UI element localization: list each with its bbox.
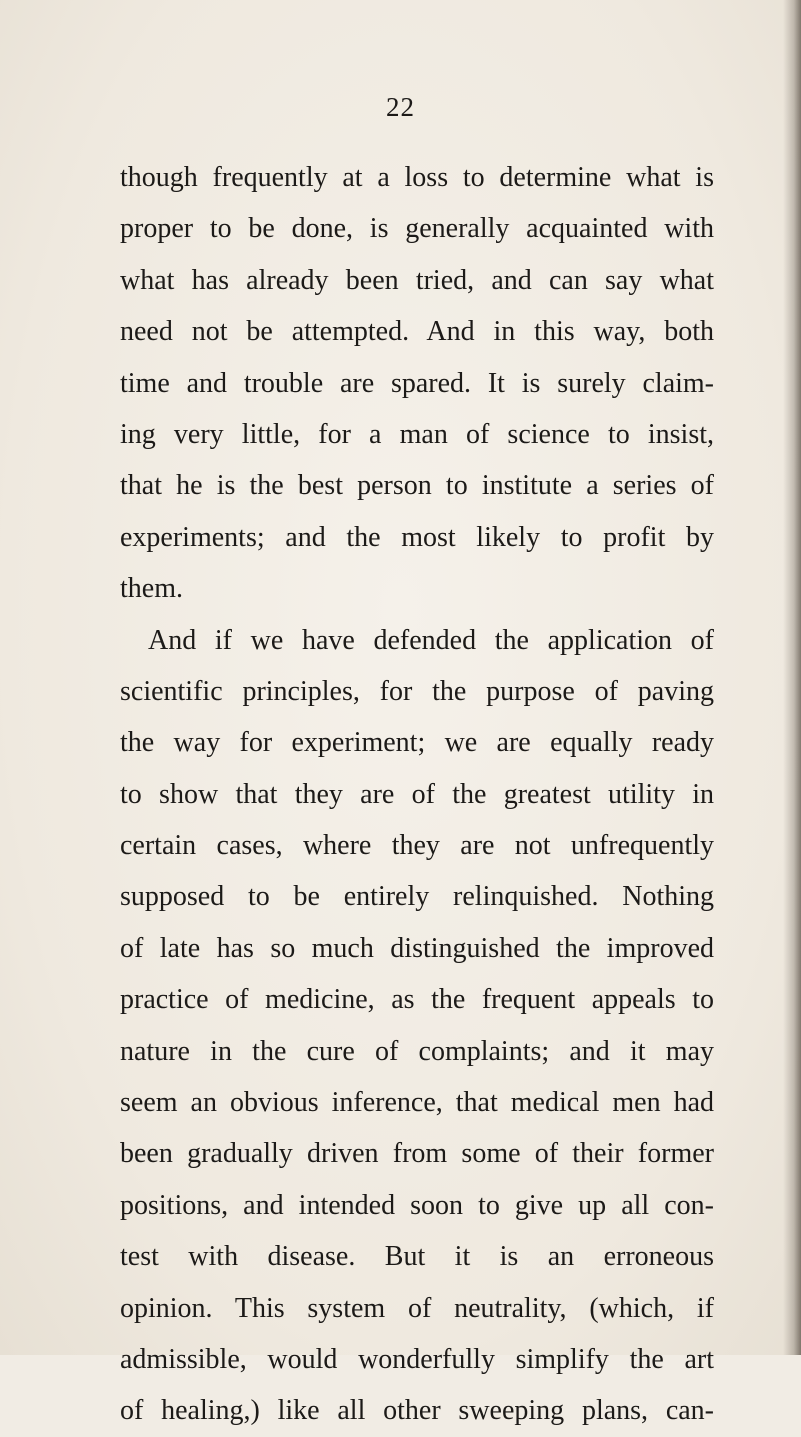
text-line: of healing,) like all other sweeping plans, can- xyxy=(120,1395,714,1427)
text-line: ing very little, for a man of science to insist, xyxy=(120,418,714,450)
text-line: opinion. This system of neutrality, (which, if xyxy=(120,1292,714,1324)
text-line: though frequently at a loss to determine what is xyxy=(120,162,714,193)
text-line: certain cases, where they are not unfrequently xyxy=(120,830,714,862)
text-line: to show that they are of the greatest utility in xyxy=(120,778,714,810)
text-line: that he is the best person to institute a series of xyxy=(120,470,714,502)
text-line: admissible, would wonderfully simplify the art xyxy=(120,1343,714,1375)
text-line: practice of medicine, as the frequent appeals to xyxy=(120,984,714,1016)
text-line: supposed to be entirely relinquished. Nothing xyxy=(120,881,714,913)
text-line: been gradually driven from some of their former xyxy=(120,1138,714,1170)
text-line: seem an obvious inference, that medical men had xyxy=(120,1087,714,1119)
page-number: 22 xyxy=(386,92,415,122)
text-line: nature in the cure of complaints; and it may xyxy=(120,1035,714,1067)
text-line: the way for experiment; we are equally ready xyxy=(120,727,714,759)
page-edge-shadow xyxy=(783,0,801,1355)
text-line: need not be attempted. And in this way, both xyxy=(120,316,714,348)
text-line: scientific principles, for the purpose of paving xyxy=(120,675,714,707)
text-line: experiments; and the most likely to profit by xyxy=(120,521,714,553)
text-line: positions, and intended soon to give up all con- xyxy=(120,1189,714,1221)
paragraph-end-line: them. xyxy=(120,573,183,605)
text-line: what has already been tried, and can say what xyxy=(120,264,714,296)
body-text xyxy=(120,152,714,1437)
text-line: of late has so much distinguished the improved xyxy=(120,932,714,964)
text-line: test with disease. But it is an erroneous xyxy=(120,1241,714,1273)
text-line: time and trouble are spared. It is surely claim- xyxy=(120,367,714,399)
paragraph-start-line: And if we have defended the application of xyxy=(148,624,714,656)
text-line: proper to be done, is generally acquainted with xyxy=(120,213,714,245)
